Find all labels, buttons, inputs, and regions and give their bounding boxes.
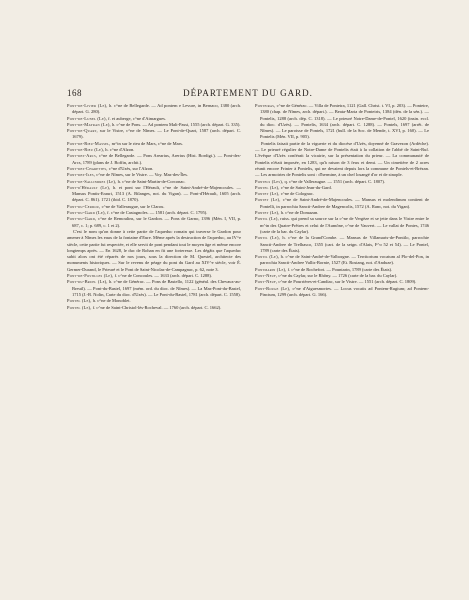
- entry-text: c^ne d'Uzès, sur l'Alzon.: [108, 165, 154, 171]
- entry-headword: Pont-Rouge (Le),: [255, 285, 291, 291]
- entry-text: c^ne de Remoulins, sur le Gardon. — Pons de Garno, 1396 (Mén. I, VII, p. 687, c. 1; p. 689, c. 1 et 2).: [72, 216, 241, 228]
- entry-headword: Pont-de-Livier (Le),: [67, 103, 108, 108]
- entry-text: c^ne de Valleraugue, sur le Clarou.: [101, 203, 165, 209]
- gazetteer-entry: [67, 279, 241, 298]
- entry-headword: Pontels (Les),: [255, 178, 284, 184]
- gazetteer-entry: [67, 103, 241, 116]
- entry-headword: Pont-Neuf,: [255, 279, 278, 285]
- page-header: [67, 88, 429, 100]
- gazetteer-entry: [255, 103, 429, 141]
- entry-headword: Pontel (Le),: [67, 298, 92, 304]
- entry-headword: Pontet (Le),: [255, 191, 280, 197]
- entry-text: C'est le nom qu'on donne à cette partie de l'aqueduc romain qui traverse le Gardon pour amener à Nîmes les eaux de la fontaine d'Eure. Même après la destruction de l'aqueduc, au IV^e siècle, cette partie fut respectée, et elle servit de pont pendant tout le moyen âge et même encore longtemps après. — En 1628, le duc de Rohan en fit une forteresse. Les dégâts que l'aqueduc subit alors ont été réparés de nos jours, sous la direction de M. Questel, architecte des monuments historiques. — Sur le revenu de péage du pont du Gard au XIV^e siècle, voir É. Germer-Durand, le Prieuré et le Pont de Saint-Nicolas-de-Campagnac, p. 62, note 3.: [67, 228, 241, 272]
- gazetteer-entry: [255, 286, 429, 299]
- entry-headword: Pont-des-Charettes,: [67, 165, 108, 171]
- entry-text: c^ne de Générac. — Villa de Ponteira, 1121 (Gall. Christ. t. VI, p. 203). — Ponteire, 1380 (chap. de Nîmes, arch. départ.). — Beata-Maria de Ponteiris, 1384 (dén. de la sén.). — Pontelis, 1288 (arch. dép. C. 1318). — Le prieuré Notre-Dame-de-Pontel, 1620 (insin. eccl. du dioc. d'Uzès). — Pontelis, 1634 (arch. départ. C. 1288). — Pontels, 1697 (arrêt. de Nîmes). — Le paroisse de Pontels, 1721 (bull. de la Soc. de Mende, t. XVI, p. 160). — Le Pontelis (Mén. VII, p. 905).: [260, 103, 429, 140]
- entry-text: h. c^ne de la Grand'Combe. — Mansus de Villamaris-de-Pontilo, parrochie Sancti-Andree de Trelhasco, 1355 (cart. de la seign. d'Alais, F^o 52 et 54). — Le Pontel, 1789 (carte des États).: [260, 235, 430, 253]
- entry-headword: Pontil (Le),: [255, 235, 280, 241]
- entry-text: f. et auberge, c^ne d'Aimargues.: [108, 115, 167, 121]
- entry-text: h. c^ne de Pons. — Ad pontem Mali-Passi, 1555 (arch. départ. G. 335).: [112, 121, 241, 127]
- gazetteer-entry: [67, 185, 241, 204]
- entry-headword: Pont-du-Bruel (Le),: [67, 279, 108, 285]
- entry-headword: Pont-Neuf,: [255, 273, 278, 279]
- entry-headword: Pontel (Le),: [255, 184, 280, 190]
- entry-text: m^in sur le rieu de Mars, c^ne de Mars.: [111, 140, 184, 146]
- entry-headword: Pont-de-Sallindres (Le),: [67, 178, 117, 184]
- entry-headword: Pont-des-Iles,: [67, 172, 96, 178]
- entry-headword: Pontmarin (Le),: [255, 266, 287, 272]
- gazetteer-entry: [67, 128, 241, 141]
- gazetteer-entry: [255, 254, 429, 267]
- entry-headword: Pont-de-Postilles (Le),: [67, 273, 114, 279]
- entry-headword: Pont-du-Gard (Le),: [67, 210, 107, 216]
- entry-paragraph: [255, 141, 429, 179]
- entry-headword: Pontet (Le),: [255, 210, 280, 216]
- entry-text: h. c^ne de Saint-Martin-de-Corconac.: [117, 178, 186, 184]
- entry-text: h. c^ne de Bellegarde. — Ad pontem e Levure, in Bernaco, 1380 (arch. départ. G. 280).: [72, 103, 241, 115]
- entry-headword: Pont-du-Cerdou,: [67, 203, 101, 209]
- entry-text: h. c^ne de Saint-André-de-Valborgne. — Territorium vocatum al Plo-del-Pon, in parrochia Sancti-Andree Vallis-Bornie, 1527 (Et. Rostang, not. d'Anduze).: [260, 254, 429, 266]
- entry-text: h. c^ne de Monoblet.: [92, 298, 131, 304]
- entry-headword: Pont-d'Hérault (Le),: [67, 184, 111, 190]
- left-column: [67, 103, 241, 311]
- entry-text: sur le Vistre, c^ne de Nîmes. — Le Pont-de-Quart, 1587 (arch. départ. C. 1679).: [72, 128, 241, 140]
- entry-text: c^ne de Colognac.: [280, 191, 314, 197]
- entry-text: c^ne du Caylar, sur le Rhôny. — 1726 (carte de la bar. du Caylar).: [278, 273, 398, 279]
- entry-text: f. c^ne de Castagnoles. — 1581 (arch. départ. C. 1795).: [107, 210, 208, 216]
- entry-headword: Pontil (Le),: [255, 254, 280, 260]
- entry-headword: Pontil (Le),: [255, 216, 279, 222]
- entry-text: q. c^ne de Valleraugue. — 1551 (arch. départ. C. 1807).: [284, 178, 386, 184]
- entry-text: h. c^ne de Domazan.: [280, 210, 319, 216]
- entry-text: c^ne de Pourrières-et-Candiac, sur le Vistre. — 1551 (arch. départ. C. 1809).: [278, 279, 417, 285]
- entry-text: ruiss. qui prend sa source sur la c^ne de Vergèze et se jette dans le Vistre entre le m^in des Quatre-Prêtres et celui de l'Aumône, c^ne de Vauvert. — Le vallat de Pontes, 1746 (carte de la bar. du Caylar).: [260, 216, 430, 234]
- entry-text: h. et pont sur l'Hérault, c^ne de Saint-André-de-Majencoules. — Mansus Pontis-Erauri, 1513 (A. Bilanges, not. du Vigan). — Pont-d'Hérault, 1605 (arch. départ. C. 861). 1721 (ibid. C. 1870).: [72, 184, 241, 203]
- entry-text: f. c^ne de Concoules. — 1633 (arch. départ. C. 1288).: [114, 273, 213, 279]
- right-column: [255, 103, 429, 311]
- entry-text: c^ne de Bellegarde. — Pons Arearius, Arerius (Hist. Bordigi.). — Pont-des-Arcs, 1789 (plans de J. Boffin, archit.).: [72, 153, 241, 165]
- gazetteer-entry: [67, 153, 241, 166]
- entry-text: h. c^ne d'Alzon.: [105, 147, 135, 153]
- gazetteer-entry: [255, 235, 429, 254]
- entry-headword: Pont-de-Lunel (Le),: [67, 115, 108, 121]
- gazetteer-entry: [255, 197, 429, 210]
- gazetteer-entry: [67, 305, 241, 311]
- entry-headword: Pont-du-Gard,: [67, 216, 97, 222]
- entry-headword: Pontet (Le),: [255, 197, 281, 203]
- entry-headword: Pontel (Le),: [67, 304, 92, 310]
- entry-text: f. c^ne de Rochefort. — Pountarin, 1789 (carte des États).: [287, 266, 393, 272]
- entry-text: c^ne de Nîmes, sur le Vistre. — Voy. Mas-des-Îles.: [96, 172, 189, 178]
- entry-text: c^ne d'Aiguesmortes. — Locus vocatis ad Pontem-Rugium; ad Pontem-Pinctum, 1299 (arch. départ. G. 166).: [260, 285, 430, 297]
- gazetteer-entry: [67, 216, 241, 229]
- entry-text: Pontelis faisait partie de la viguerie et du diocèse d'Uzès, doyenné de Gravezon (Ardèche). — Le prieuré régulier de Notre-Dame de Pontelis était à la collation de l'abbé de Saint-Ruf. L'évêque d'Uzès conférait la vicairie, sur la présentation du prieur. — La communauté de Pontelis n'était imposée, en 1283, qu'à raison de 3 feux et demi. — Un cimetière de 2 acres réunit encore Frinier à Pontelis, qui ne devaient depuis lors la commune de Pontels-et-Brézan. — Les armoiries de Pontelis sont : d'hermine, à un chef losangé d'or et de sinople.: [255, 140, 429, 178]
- text-columns: [67, 103, 429, 311]
- entry-headword: Pont-de-Rieu (Le),: [67, 147, 105, 153]
- entry-headword: Ponteiras,: [255, 103, 276, 108]
- entry-headword: Pont-des-Arcs,: [67, 153, 98, 159]
- running-title: DÉPARTEMENT DU GARD.: [183, 88, 313, 98]
- entry-headword: Pont-de-Mayran (Le),: [67, 121, 111, 127]
- entry-text: h. c^ne de Générac. — Pons de Bastello, 1122 (généal. des Chevaux-au-Breuil). — Pont-du-Bastel, 1697 (mém. ord. du dioc. de Nîmes). — La Mas-Pont-du-Bastel, 1715 (J.-B. Nolin, Carte du dioc. d'Uzès). — Le Pont-du-Bastel, 1781 (arch. départ. C. 1558).: [72, 279, 241, 297]
- entry-text: f. c^ne de Saint-Christol-lès-Rocheval. — 1760 (arch. départ. C. 1662).: [92, 304, 222, 310]
- entry-text: c^ne de Saint-André-de-Majencoules. — Mansus et molendinum contient de Pontelli, in parrochia Sancti-Andree de Magencolis, 1572 (A. Ranc, not. du Vigan).: [260, 197, 430, 209]
- entry-paragraph: [67, 229, 241, 273]
- entry-headword: Pont-de-Rieu-Massel,: [67, 140, 111, 146]
- gazetteer-entry: [255, 216, 429, 235]
- entry-headword: Pont-de-Quart,: [67, 128, 98, 134]
- entry-text: c^ne de Saint-Jean-du-Gard.: [280, 184, 332, 190]
- page-number: 168: [67, 88, 82, 98]
